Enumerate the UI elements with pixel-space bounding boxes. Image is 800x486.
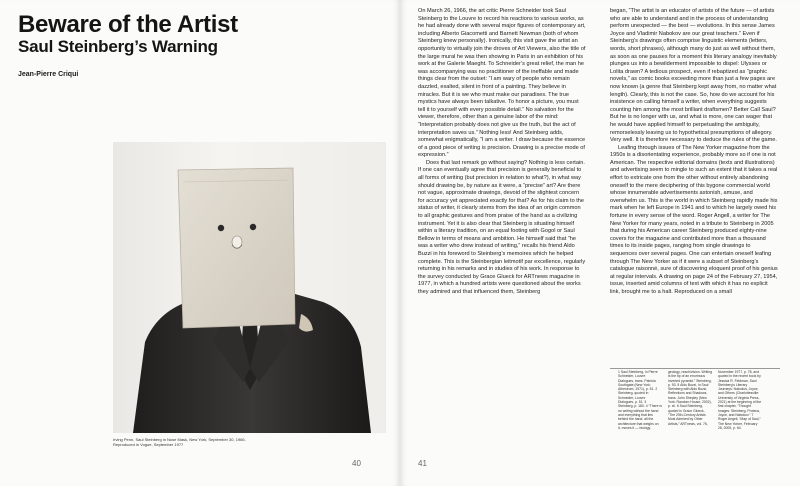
footnotes-column-3: November 1977, p. 78, and quoted in the recent book by Jessica R. Feldman, Saul Steinberg’s Literary Journeys: Nabokov, Joyce, and Others (Charlottesville: University of Virginia Press, 2021) at the beginning of the first chapter, “Thought Images: Steinberg, Proteus, Joyce, and Nabokov.” 7 Roger Angell, “Map of Saul,” The New Yorker, February 28, 2005, p. 64.	[718, 370, 762, 430]
article-title: Beware of the Artist	[18, 11, 238, 38]
article-subtitle: Saul Steinberg’s Warning	[18, 37, 218, 56]
paragraph: Leafing through issues of The New Yorker magazine from the 1950s is a disorientating experience, probably more so if one is not American. The respective editorial domains (texts and illustrations) and advertising seem to mingle to such an extent that it takes a real effort to extricate one from the other without entirely abandoning oneself to the mere deciphering of this bygone commercial world whose innumerable advertisements astonish, amuse, and overwhelm us. This is the world in which Steinberg rapidly made his mark when he left Europe in 1941 and to which he largely owed his fortune in every sense of the word. Roger Angell, a writer for The New Yorker for many years, noted in a tribute to Steinberg in 2005 that during his American career Steinberg produced eighty-nine covers for the magazine and contributed more than a thousand times to its inside pages, ranging from single drawings to sequences over several pages. One can entertain oneself leafing through The New Yorker as if it were a subset of Steinberg’s catalogue raisonné, sure of discovering eloquent proof of his genius at regular intervals. A drawing on page 24 of the February 27, 1954, issue, inserted amid columns of text with which it has no explicit link, brought me to a halt. Reproduced on a small	[610, 144, 778, 295]
photo-illustration	[113, 142, 386, 433]
right-page	[400, 0, 800, 486]
author-name: Jean-Pierre Criqui	[18, 71, 79, 78]
footnote-rule	[610, 368, 780, 369]
footnotes-column-1: 1 Saul Steinberg, in Pierre Schneider, Louvre Dialogues, trans. Patricia Southgate (New York: Atheneum, 1971), p. 51. 2 Steinberg, quoted in Schneider, Louvre Dialogues, p. 51. 3 Steinberg, p. 180. 4 “There is no writing without the hand and everything that lies behind the hand: all the architecture that weighs on it, moves it — biology,	[618, 370, 662, 430]
page-number-left: 40	[352, 459, 361, 468]
paragraph: began, “The artist is an educator of artists of the future — of artists who are able to understand and in the process of understanding perform unexpected — the best — evolutions. In this sense James Joyce and Vladimir Nabokov are our great teachers.” Even if Steinberg’s drawings often comprise linguistic elements (letters, words, short phrases), although many do just as well without them, as soon as one pauses for a moment this literary analogy inevitably plunges us into a bewilderment impossible to dispel: Ulysses or Lolita drawn? A tedious prospect, even if rebaptized as “graphic novels,” as comic books exceeding more than just a few pages are now known (a genre that Steinberg kept away from, no matter what length). Clearly, this is not the case. So, how do we account for his insistence on calling himself a writer, when everything suggests counting him among the most brilliant draftsmen? Better Call Saul? But he is no longer with us, and what is more, one can wager that he would have applied himself to perpetuating the ambiguity, remorselessly leaving us to hypothetical presumptions of allegory. Very well. It is therefore necessary to deduce the rules of the game.	[610, 8, 777, 144]
nose-shape	[232, 236, 242, 248]
right-eye-hole	[250, 224, 256, 230]
text-column-1	[418, 8, 586, 338]
footnotes-column-2: geology, reach/vision. Writing is the tip of an enormous inverted pyramid.” Steinberg, p. 93. 5 Aldo Buzzi, in Saul Steinberg with Aldo Buzzi, Reflections and Shadows, trans. John Shepley (New York: Random House, 2002), p. xii. 6 Saul Steinberg, quoted in Grace Glueck, “The 20th-Century Artists Most Admired by Other Artists,” ARTnews, vol. 76,	[668, 370, 712, 426]
page-number-right: 41	[418, 459, 427, 468]
photo-caption: Irving Penn, Saul Steinberg in Nose Mask, New York, September 30, 1966. Reproduced in Vogue, September 1977	[113, 437, 246, 447]
text-column-2	[610, 8, 778, 368]
paragraph: On March 26, 1966, the art critic Pierre Schneider took Saul Steinberg to the Louvre to record his reactions to various works, as he had already done with several major figures of contemporary art, including Alberto Giacometti and Barnett Newman (both of whom Steinberg knew personally). Ironically, this visit gave the artist an opportunity to virtually join the droves of Art Viewers, also the title of the large mural he was then showing in Paris in an exhibition of his work at the Galerie Maeght. To Schneider’s great relief, the man he was accompanying was no practitioner of the ineffable and made things clear from the outset: “I am wary of people who remain dazzled, exalted, silent in front of a painting. They believe in miracles. But it is we who must make our paradises. The true mystics have always been talkative. To honor a picture, you must tell it to yourself with every possible detail.” No salvation for the viewer, therefore, other than a genuine labor of the mind: “Interpretation probably does not give us the truth, but the act of interpretation saves us.” Nothing less! And Steinberg adds, somewhat enigmatically, “I am a writer. I draw because the essence of a good piece of writing is precision. Drawing is a precise mode of expression.”	[418, 8, 586, 159]
paragraph: Does that last remark go without saying? Nothing is less certain. If one can eventually agree that precision is generally beneficial to all forms of writing (but precision in relation to what?), in what way should drawing be, by nature as it were, a “precise” art? Are there not vague, approximate drawings, devoid of the slightest concern for accuracy yet appreciated exactly for that? As for his claim to the status of writer, it clearly stems from the idea of an origin common to all graphic gestures and from praise of the hand as a civilizing instrument. Yet it is also clear that Steinberg is situating himself within a literary tradition, on an equal footing with Gogol or Saul Bellow in terms of means and ambition. He himself said that “he was a writer who drew instead of writing,” recalls his friend Aldo Buzzi in his foreword to Steinberg’s memoires which he helped complete. This is the Steinbergian leitmotif par excellence, regularly returning in his remarks and in studies of his work. In response to the survey conducted by Grace Glueck for ARTnews magazine in 1977, in which a hundred artists were questioned about the works they admired and that influenced them, Steinberg	[418, 159, 586, 295]
left-eye-hole	[218, 225, 224, 231]
photograph-steinberg-nose-mask	[113, 142, 386, 433]
